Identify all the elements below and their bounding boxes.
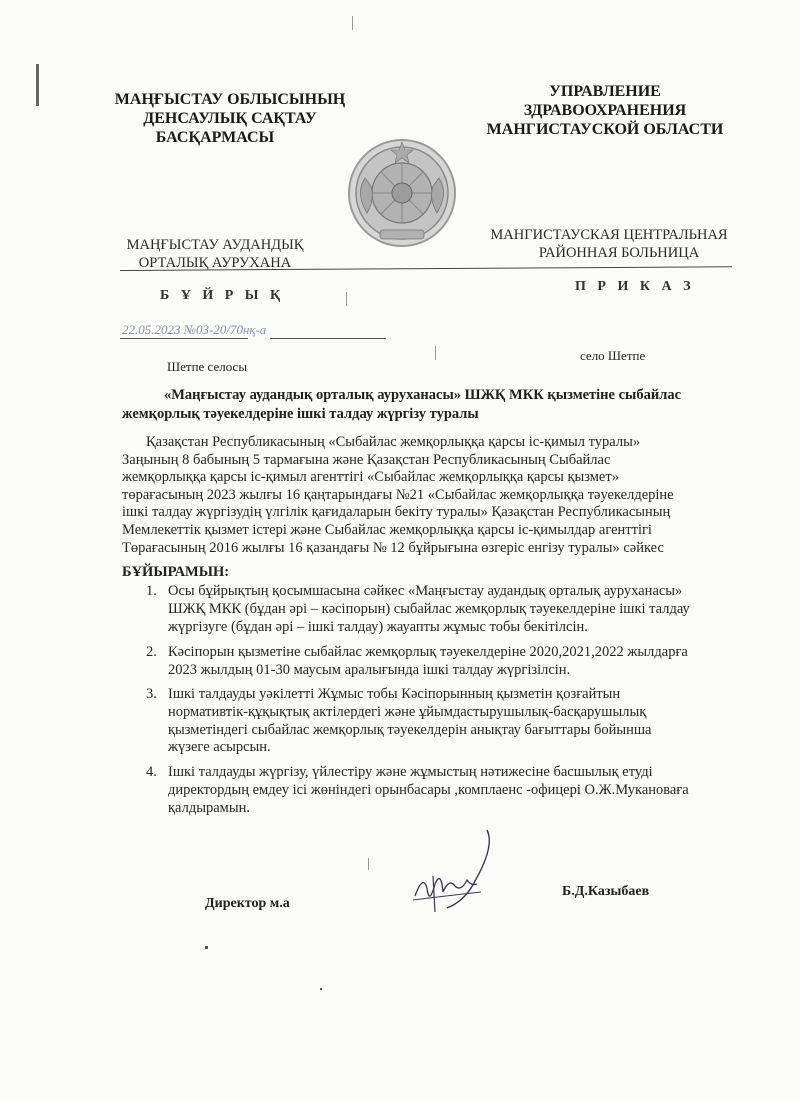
command-word: БҰЙЫРАМЫН: xyxy=(122,564,230,580)
right-sub-org-line: РАЙОННАЯ БОЛЬНИЦА xyxy=(538,245,700,261)
preamble-line: Қазақстан Республикасының «Сыбайлас жемқорлыққа қарсы іс-қимыл туралы» xyxy=(146,434,641,450)
subject-line: «Маңғыстау аудандық орталық ауруханасы» ШЖҚ МКК қызметіне сыбайлас xyxy=(164,387,682,403)
place-ru: село Шетпе xyxy=(580,348,646,363)
item-line: нормативтік-құқықтық актілердегі және ұйымдастырушылық-басқарушылық xyxy=(168,703,647,720)
scan-mark xyxy=(36,64,39,106)
left-org-line: БАСҚАРМАСЫ xyxy=(155,129,275,146)
left-sub-org-line: ОРТАЛЫҚ АУРУХАНА xyxy=(138,255,292,271)
item-line: директордың емдеу ісі жөніндегі орынбасары ,комплаенс -офицері О.Ж.Мукановаға xyxy=(168,781,689,798)
item-line: Ішкі талдауды жүргізу, үйлестіру және жұмыстың нәтижесіне басшылық етуді xyxy=(168,764,653,780)
left-org-line: ДЕНСАУЛЫҚ САҚТАУ xyxy=(143,110,317,127)
preamble-line: ішкі талдау жүргізудің үлгілік қағидаларын бекіту туралы» Қазақстан Республикасының xyxy=(122,504,671,521)
title-ru: П Р И К А З xyxy=(575,279,695,294)
left-org-line: МАҢҒЫСТАУ ОБЛЫСЫНЫҢ xyxy=(114,91,346,108)
right-org-line: ЗДРАВООХРАНЕНИЯ xyxy=(523,102,687,119)
handwritten-signature xyxy=(405,826,515,926)
item-number: 1. xyxy=(146,583,157,599)
title-kz: Б Ұ Й Р Ы Қ xyxy=(160,288,285,303)
place-kz: Шетпе селосы xyxy=(167,359,248,374)
scan-mark xyxy=(346,292,347,306)
list-item xyxy=(146,764,788,817)
right-sub-org-line: МАНГИСТАУСКАЯ ЦЕНТРАЛЬНАЯ xyxy=(490,227,728,243)
reference-underline xyxy=(270,338,386,339)
preamble-line: Заңының 8 бабының 5 тармағына және Қазақстан Республикасының Сыбайлас xyxy=(122,451,611,468)
scan-mark xyxy=(368,858,369,870)
preamble-line: Төрағасының 2016 жылғы 16 қазандағы № 12 бұйрығына өзгеріс енгізу туралы» сәйкес xyxy=(122,539,664,556)
preamble xyxy=(122,434,772,557)
item-line: ШЖҚ МКК (бұдан әрі – кәсіпорын) сыбайлас жемқорлық тәуекелдеріне ішкі талдау xyxy=(168,600,690,617)
item-line: Кәсіпорын қызметіне сыбайлас жемқорлық тәуекелдеріне 2020,2021,2022 жылдарға xyxy=(168,644,688,660)
scan-mark xyxy=(320,988,322,990)
left-sub-org xyxy=(105,236,325,272)
item-line: Ішкі талдауды уәкілетті Жұмыс тобы Кәсіпорынның қызметін қозғайтын xyxy=(168,686,621,702)
subject-line: жемқорлық тәуекелдеріне ішкі талдау жүргізу туралы xyxy=(122,406,479,422)
item-line: қызметіндегі сыбайлас жемқорлық тәуекелдерін анықтау бағыттары бойынша xyxy=(168,721,652,738)
kazakhstan-state-emblem-icon xyxy=(345,138,460,248)
list-item xyxy=(146,686,768,757)
item-line: жүзеге асырсын. xyxy=(168,739,271,756)
order-reference: 22.05.2023 №03-20/70нқ-а xyxy=(122,322,267,337)
left-org-name xyxy=(95,90,365,147)
preamble-line: төрағасының 2023 жылғы 16 қаңтарындағы №21 «Сыбайлас жемқорлыққа тәуекелдеріне xyxy=(122,486,674,503)
scan-mark xyxy=(435,346,436,360)
left-sub-org-line: МАҢҒЫСТАУ АУДАНДЫҚ xyxy=(126,237,304,253)
order-subject xyxy=(122,386,762,424)
item-line: 2023 жылдың 01-30 маусым аралығында ішкі талдау жүргізілсін. xyxy=(168,661,571,678)
scan-mark xyxy=(352,16,353,30)
list-item xyxy=(146,583,768,636)
signatory-name: Б.Д.Казыбаев xyxy=(562,884,650,899)
scan-mark xyxy=(205,946,208,949)
reference-underline xyxy=(120,338,248,339)
item-number: 4. xyxy=(146,764,157,780)
right-org-line: УПРАВЛЕНИЕ xyxy=(549,83,661,100)
preamble-line: жемқорлыққа қарсы іс-қимыл агенттігі «Сыбайлас жемқорлыққа қарсы қызмет» xyxy=(122,469,619,486)
item-line: жүргізуге (бұдан әрі – ішкі талдау) жауапты жұмыс тобы бекітілсін. xyxy=(168,618,588,635)
right-org-name xyxy=(470,82,740,139)
item-line: қалдырамын. xyxy=(168,799,250,816)
item-number: 2. xyxy=(146,644,157,660)
signatory-position: Директор м.а xyxy=(205,896,290,911)
right-org-line: МАНГИСТАУСКОЙ ОБЛАСТИ xyxy=(486,121,724,138)
item-line: Осы бұйрықтың қосымшасына сәйкес «Маңғыстау аудандық орталық ауруханасы» xyxy=(168,583,683,599)
preamble-line: Мемлекеттік қызмет істері және Сыбайлас жемқорлыққа қарсы іс-қимылдар агенттігі xyxy=(122,521,652,538)
right-sub-org xyxy=(478,226,740,262)
list-item xyxy=(146,644,768,680)
item-number: 3. xyxy=(146,686,157,702)
